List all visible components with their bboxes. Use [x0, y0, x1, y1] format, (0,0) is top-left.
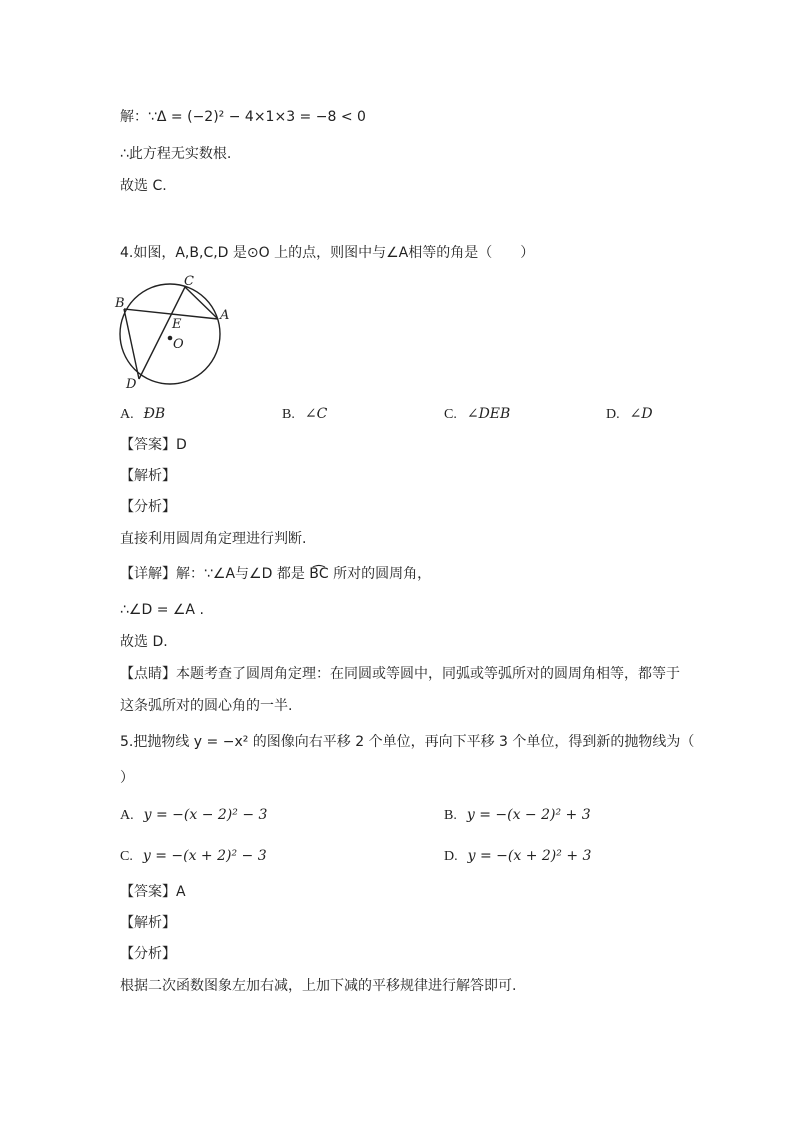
q4-option-d: D. ∠D [606, 406, 653, 422]
label-c: C [184, 274, 194, 289]
q4-analysis-heading: 【解析】 [120, 468, 176, 484]
q5-analysis-heading: 【解析】 [120, 915, 176, 931]
q3-conclusion-line: ∴此方程无实数根. [120, 146, 232, 162]
q5-answer: 【答案】A [120, 884, 186, 900]
q4-option-a: A. ÐB [120, 406, 166, 422]
q4-fenxi-heading: 【分析】 [120, 499, 176, 515]
q4-choice: 故选 D. [120, 634, 168, 650]
q5-option-b: B. y = −(x − 2)² + 3 [444, 807, 591, 823]
label-b: B [115, 296, 125, 311]
q4-fenxi-text: 直接利用圆周角定理进行判断. [120, 531, 307, 547]
q5-option-d: D. y = −(x + 2)² + 3 [444, 848, 592, 864]
q4-comment-line1: 【点睛】本题考查了圆周角定理：在同圆或等圆中，同弧或等弧所对的圆周角相等，都等于 [120, 666, 680, 682]
q4-answer: 【答案】D [120, 437, 187, 453]
q5-stem-line2: ） [120, 770, 134, 786]
label-e: E [172, 317, 182, 332]
q4-option-c: C. ∠DEB [444, 406, 511, 422]
q5-fenxi-text: 根据二次函数图象左加右减，上加下减的平移规律进行解答即可. [120, 978, 517, 994]
q5-fenxi-heading: 【分析】 [120, 946, 176, 962]
q4-comment-line2: 这条弧所对的圆心角的一半. [120, 698, 293, 714]
q4-circle-figure [112, 274, 232, 398]
label-a: A [220, 308, 230, 323]
q3-choice-line: 故选 C. [120, 178, 167, 194]
label-o: O [173, 337, 184, 352]
q5-option-c: C. y = −(x + 2)² − 3 [120, 848, 267, 864]
q3-solution-line: 解：∵Δ = (−2)² − 4×1×3 = −8 < 0 [120, 109, 366, 125]
label-d: D [126, 377, 137, 392]
q4-stem: 4.如图，A,B,C,D 是⊙O 上的点，则图中与∠A相等的角是（ ） [120, 245, 535, 261]
q4-conclusion: ∴∠D = ∠A . [120, 602, 204, 618]
q4-option-b: B. ∠C [282, 406, 328, 422]
q5-stem-line1: 5.把抛物线 y = −x² 的图像向右平移 2 个单位，再向下平移 3 个单位，得到新的抛物线为（ [120, 734, 695, 750]
q5-option-a: A. y = −(x − 2)² − 3 [120, 807, 268, 823]
q4-detail: 【详解】解：∵∠A与∠D 都是 B͡C 所对的圆周角， [120, 566, 432, 582]
